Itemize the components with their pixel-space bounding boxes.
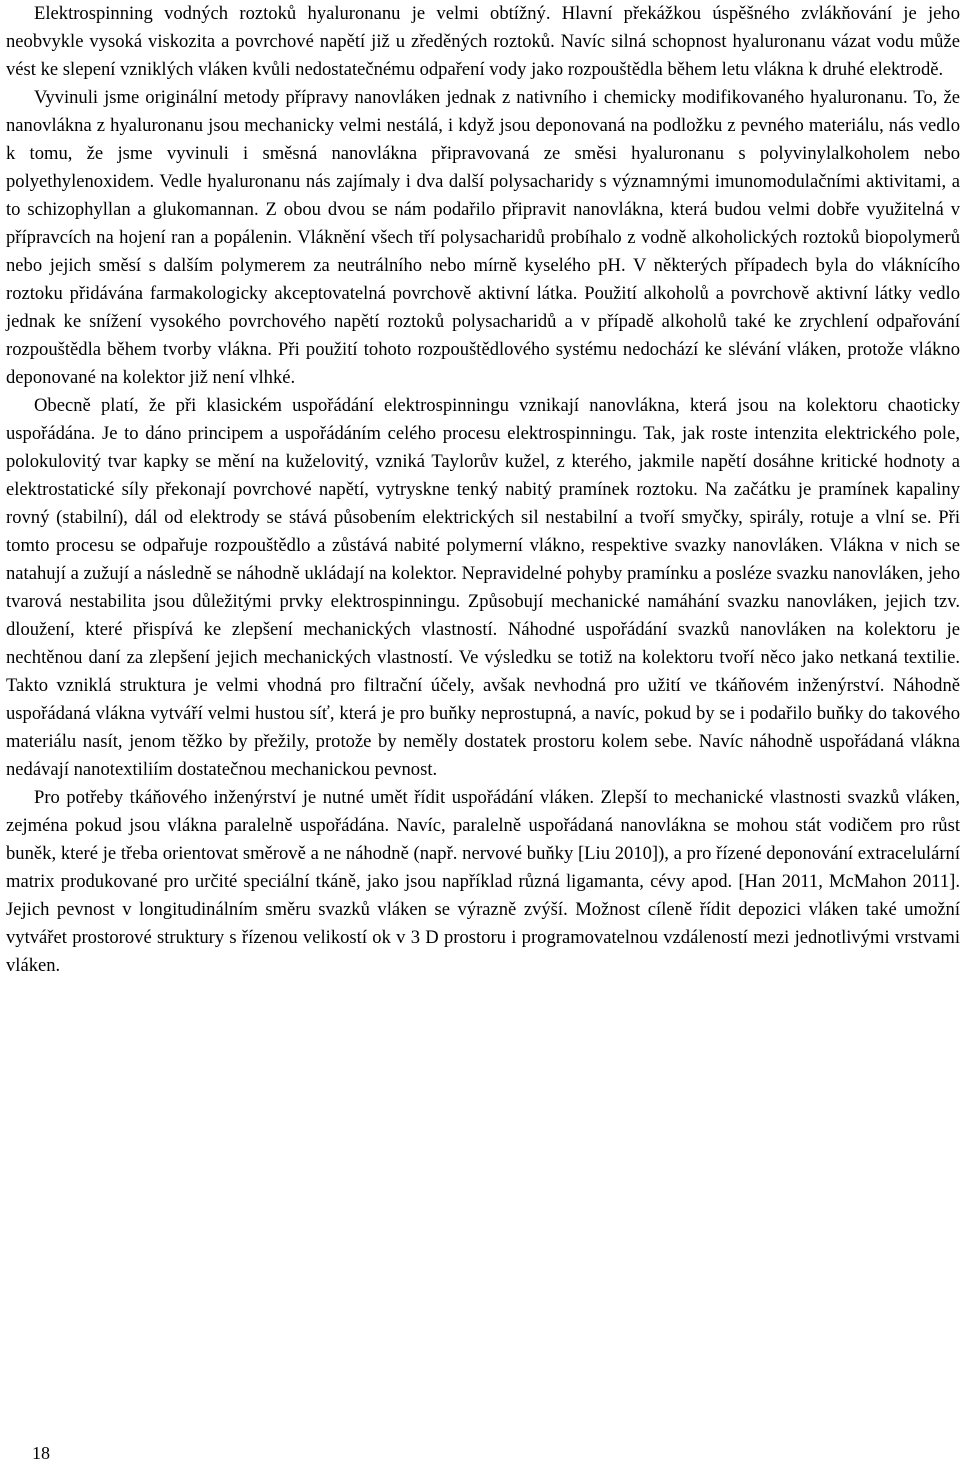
paragraph-developed-methods: Vyvinuli jsme originální metody přípravy nanovláken jednak z nativního i chemicky modifikovaného hyaluronanu. To, že nanovlákna z hyaluronanu jsou mechanicky velmi nestálá, i když jsou deponovaná na podložku z pevného materiálu, nás vedlo k tomu, že jsme vyvinuli i směsná nanovlákna připravovaná ze směsi hyaluronanu s polyvinylalkoholem nebo polyethylenoxidem. Vedle hyaluronanu nás zajímaly i dva další polysacharidy s významnými imunomodulačními aktivitami, a to schizophyllan a glukomannan. Z obou dvou se nám podařilo připravit nanovlákna, která budou velmi dobře využitelná v přípravcích na hojení ran a popálenin. Vláknění všech tří polysacharidů probíhalo z vodně alkoholických roztoků biopolymerů nebo jejich směsí s dalším polymerem za neutrálního nebo mírně kyselého pH. V některých případech byla do vláknícího roztoku přidávána farmakologicky akceptovatelná povrchově aktivní látka. Použití alkoholů a povrchově aktivní látky vedlo jednak ke snížení vysokého povrchového napětí roztoků polysacharidů a v případě alkoholů také ke zrychlení odpařování rozpouštědla během tvorby vlákna. Při použití tohoto rozpouštědlového systému nedochází ke slévání vláken, protože vlákno deponované na kolektor již není vlhké.	[6, 87, 960, 388]
body-text	[6, 0, 960, 980]
paragraph-tissue-engineering: Pro potřeby tkáňového inženýrství je nutné umět řídit uspořádání vláken. Zlepší to mechanické vlastnosti svazků vláken, zejména pokud jsou vlákna paralelně uspořádána. Navíc, paralelně uspořádaná nanovlákna se mohou stát vodičem pro růst buněk, které je třeba orientovat směrově a ne náhodně (např. nervové buňky [Liu 2010]), a pro řízené deponování extracelulární matrix produkované pro určité speciální tkáně, jako jsou například různá ligamanta, cévy apod. [Han 2011, McMahon 2011]. Jejich pevnost v longitudinálním směru svazků vláken se výrazně zvýší. Možnost cíleně řídit depozici vláken také umožní vytvářet prostorové struktury s řízenou velikostí ok v 3 D prostoru i programovatelnou vzdáleností mezi jednotlivými vrstvami vláken.	[6, 787, 960, 976]
paragraph-classic-arrangement: Obecně platí, že při klasickém uspořádání elektrospinningu vznikají nanovlákna, která jsou na kolektoru chaoticky uspořádána. Je to dáno principem a uspořádáním celého procesu elektrospinningu. Tak, jak roste intenzita elektrického pole, polokulovitý tvar kapky se mění na kuželovitý, vzniká Taylorův kužel, z kterého, jakmile napětí dosáhne kritické hodnoty a elektrostatické síly překonají povrchové napětí, vytryskne tenký nabitý pramínek roztoku. Na začátku je pramínek kapaliny rovný (stabilní), dál od elektrody se stává působením elektrických sil nestabilní a tvoří smyčky, spirály, rotuje a vlní se. Při tomto procesu se odpařuje rozpouštědlo a zůstává nabité polymerní vlákno, respektive svazky nanovláken. Vlákna v nich se natahují a zužují a následně se náhodně ukládají na kolektor. Nepravidelné pohyby pramínku a posléze svazku nanovláken, jeho tvarová nestabilita jsou důležitými prvky elektrospinningu. Způsobují mechanické namáhání svazku nanovláken, jejich tzv. dloužení, které přispívá ke zlepšení mechanických vlastností. Náhodné uspořádání svazků nanovláken na kolektoru je nechtěnou daní za zlepšení jejich mechanických vlastností. Ve výsledku se totiž na kolektoru tvoří něco jako netkaná textilie. Takto vzniklá struktura je velmi vhodná pro filtrační účely, avšak nevhodná pro užití ve tkáňovém inženýrství. Náhodně uspořádaná vlákna vytváří velmi hustou síť, která je pro buňky neprostupná, a navíc, pokud by se i podařilo buňky do takového materiálu nasít, jenom těžko by přežily, protože by neměly dostatek prostoru kolem sebe. Navíc náhodně uspořádaná vlákna nedávají nanotextiliím dostatečnou mechanickou pevnost.	[6, 395, 960, 780]
paragraph-electrospinning-difficulty: Elektrospinning vodných roztoků hyaluronanu je velmi obtížný. Hlavní překážkou úspěšného zvlákňování je jeho neobvykle vysoká viskozita a povrchové napětí již u zředěných roztoků. Navíc silná schopnost hyaluronanu vázat vodu může vést ke slepení vzniklých vláken kvůli nedostatečnému odpaření vody jako rozpouštědla během letu vlákna k druhé elektrodě.	[6, 3, 960, 80]
page-number: 18	[32, 1443, 50, 1463]
